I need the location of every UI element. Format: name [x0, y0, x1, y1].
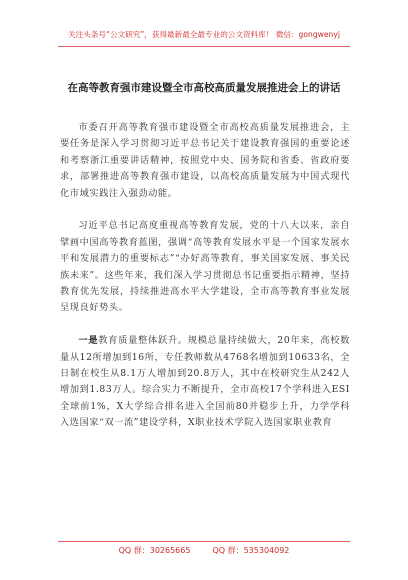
paragraph-2-text: 习近平总书记高度重视高等教育发展，党的十八大以来，亲自擘画中国高等教育蓝图，强调“高等教育发展水平是一个国家发展水平和发展潜力的重要标志”“办好高等教育，事关国家发展、事关民族未来”。这些年来，我们深入学习贯彻总书记重要指示精神，坚持教育优先发展，持续推进高水平大学建设，全市高等教育事业发展呈现良好势头。 [60, 220, 350, 314]
footer-qq-group-1: QQ 群：30265665 [118, 546, 191, 555]
document-title: 在高等教育强市建设暨全市高校高质量发展推进会上的讲话 [67, 82, 341, 94]
paragraph-3-text: 教育质量整体跃升。规模总量持续做大，20年来，高校数量从12所增加到16所，专任教师数从4768名增加到10633名，全日制在校生从8.1万人增加到20.8万人，其中在校研究生从242人增加到1.83万人。综合实力不断提升，全市高校17个学科进入ESI全球前1%，X大学综合排名进入全国前80并稳步上升，力学学科入选国家“双一流”建设学科，X职业技术学院入选国家职业教育 [60, 335, 350, 429]
header-banner: 关注头条号“公文研究”，获得最新最全最专业的公文资料库！ 微信：gongwenyj [68, 30, 340, 39]
footer [0, 546, 408, 556]
document-body [60, 120, 350, 448]
paragraph-3-lead: 一是 [78, 335, 99, 347]
footer-divider [58, 541, 350, 542]
paragraph-1-text: 市委召开高等教育强市建设暨全市高校高质量发展推进会，主要任务是深入学习贯彻习近平总书记关于建设教育强国的重要论述和考察浙江重要讲话精神，按照党中央、国务院和省委、省政府要求，部署推进高等教育强市建设，以高校高质量发展为中国式现代化市域实践注入强劲动能。 [60, 122, 350, 199]
paragraph-1 [60, 120, 350, 202]
header-divider [58, 46, 350, 47]
paragraph-2 [60, 218, 350, 316]
footer-qq-group-2: QQ 群：535304092 [212, 546, 290, 555]
paragraph-3 [60, 333, 350, 431]
